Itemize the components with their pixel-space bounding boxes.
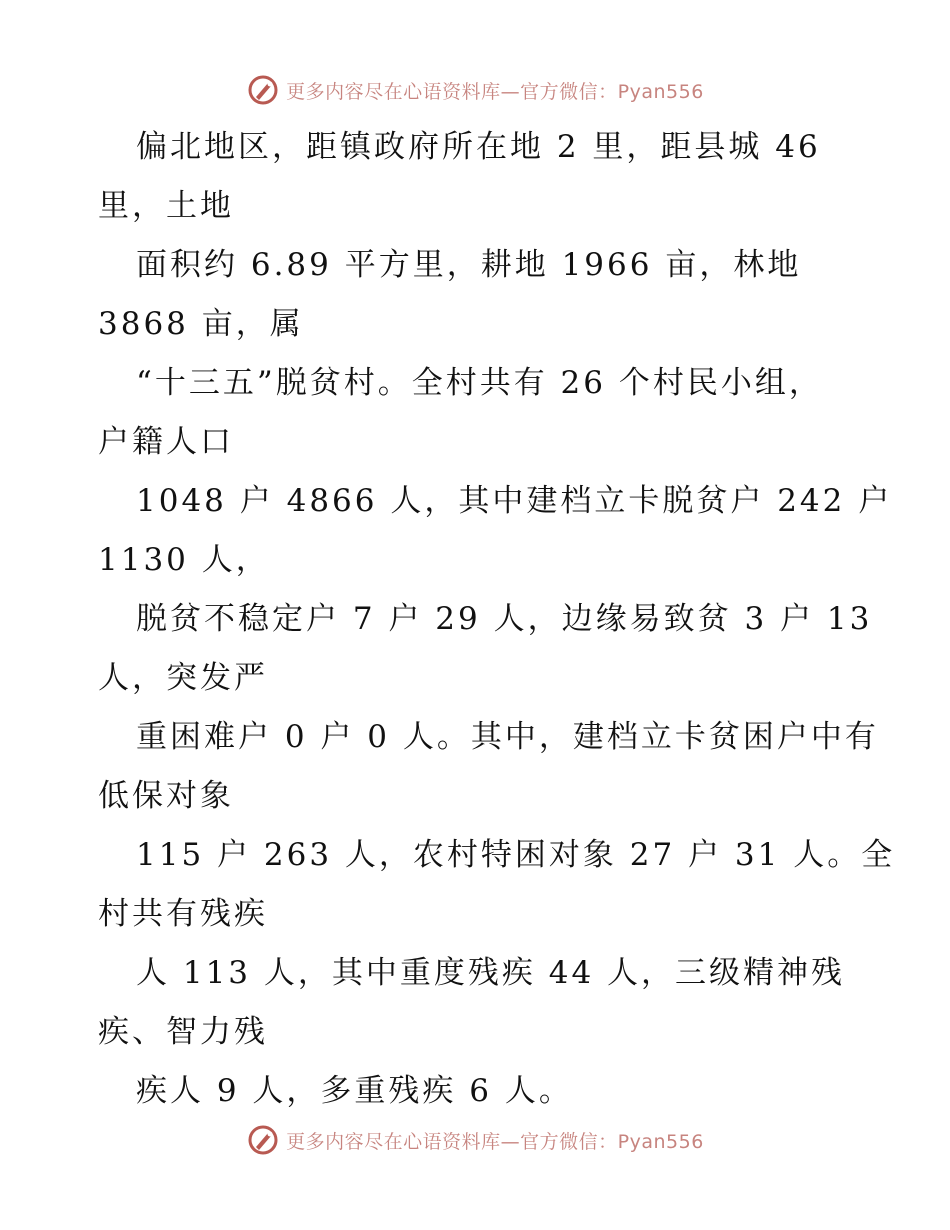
- header-banner-text: 更多内容尽在心语资料库—官方微信：Pyan556: [286, 80, 704, 103]
- document-body: [98, 118, 898, 1121]
- text-line: 人，突发严: [98, 660, 268, 696]
- text-line: 里，土地: [98, 188, 234, 224]
- text-line: 脱贫不稳定户 7 户 29 人，边缘易致贫 3 户 13: [136, 601, 873, 637]
- text-line: 户籍人口: [98, 424, 234, 460]
- text-line: 重困难户 0 户 0 人。其中，建档立卡贫困户中有: [136, 719, 879, 755]
- text-line: 村共有残疾: [98, 896, 268, 932]
- text-line: 115 户 263 人，农村特困对象 27 户 31 人。全: [136, 837, 896, 873]
- text-line: 人 113 人，其中重度残疾 44 人，三级精神残: [136, 955, 846, 991]
- footer-banner: [0, 1120, 950, 1160]
- pen-nib-logo-icon: [246, 73, 280, 107]
- text-line: 面积约 6.89 平方里，耕地 1966 亩，林地: [136, 247, 802, 283]
- text-line: 偏北地区，距镇政府所在地 2 里，距县城 46: [136, 129, 821, 165]
- pen-nib-logo-icon: [246, 1123, 280, 1157]
- text-line: 1048 户 4866 人，其中建档立卡脱贫户 242 户: [136, 483, 893, 519]
- text-line: 疾人 9 人，多重残疾 6 人。: [136, 1073, 573, 1109]
- text-line: 疾、智力残: [98, 1014, 268, 1050]
- text-line: 1130 人，: [98, 542, 270, 578]
- text-line: 3868 亩，属: [98, 306, 304, 342]
- text-line: “十三五”脱贫村。全村共有 26 个村民小组，: [136, 365, 823, 401]
- text-line: 低保对象: [98, 778, 234, 814]
- header-banner: [0, 70, 950, 110]
- footer-banner-text: 更多内容尽在心语资料库—官方微信：Pyan556: [286, 1130, 704, 1153]
